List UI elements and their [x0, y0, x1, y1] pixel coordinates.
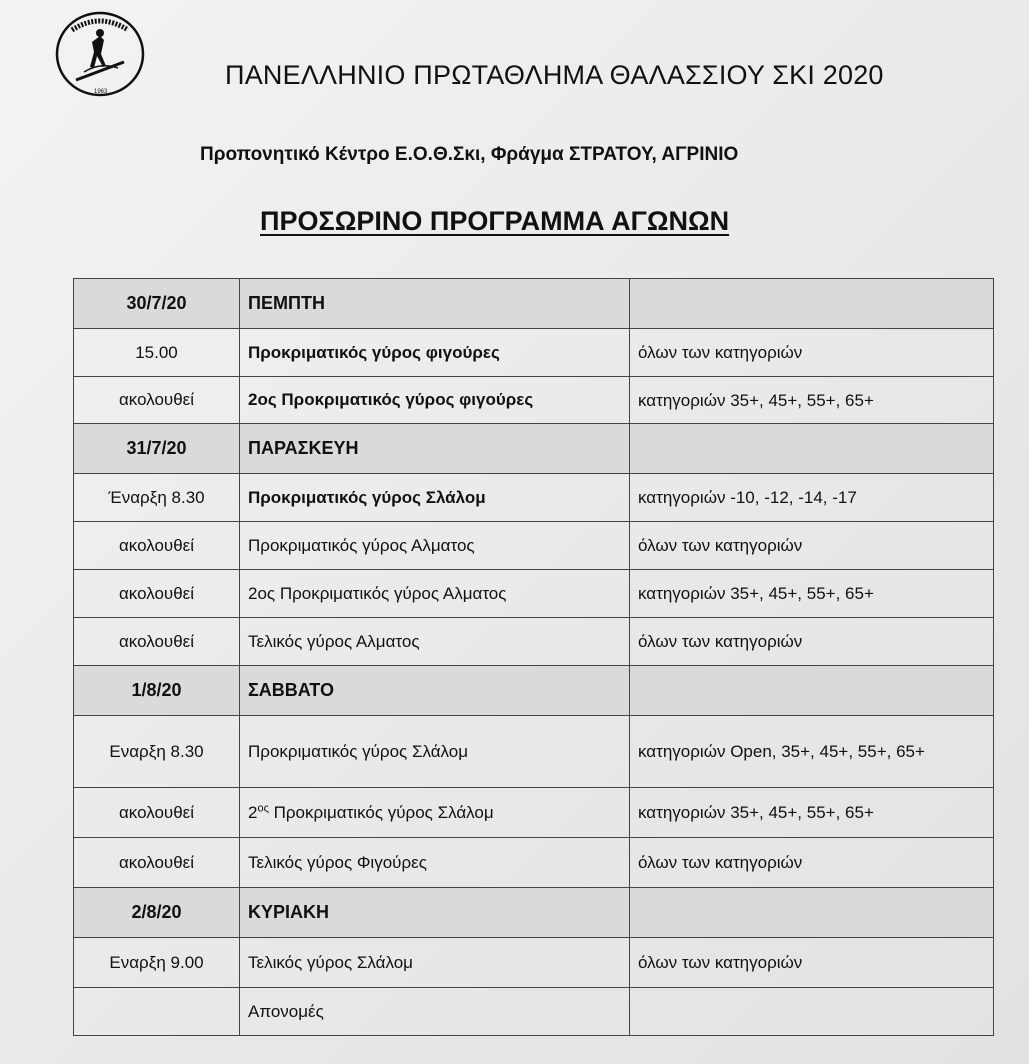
day-row: [74, 666, 994, 716]
event-name: [240, 788, 630, 838]
event-row: [74, 570, 994, 618]
day-name: ΠΕΜΠΤΗ: [240, 279, 630, 329]
event-name: Τελικός γύρος Φιγούρες: [240, 838, 630, 888]
event-time: ακολουθεί: [74, 377, 240, 424]
event-row: [74, 988, 994, 1036]
event-name: 2ος Προκριματικός γύρος φιγούρες: [240, 377, 630, 424]
event-category: όλων των κατηγοριών: [630, 618, 994, 666]
event-category: όλων των κατηγοριών: [630, 838, 994, 888]
event-name: 2ος Προκριματικός γύρος Αλματος: [240, 570, 630, 618]
day-empty-cell: [630, 279, 994, 329]
event-row: [74, 377, 994, 424]
event-time: ακολουθεί: [74, 788, 240, 838]
event-category: [630, 988, 994, 1036]
event-time: Εναρξη 8.30: [74, 716, 240, 788]
day-name: ΠΑΡΑΣΚΕΥΗ: [240, 424, 630, 474]
event-time: Έναρξη 8.30: [74, 474, 240, 522]
event-category: κατηγοριών Open, 35+, 45+, 55+, 65+: [630, 716, 994, 788]
day-date: 2/8/20: [74, 888, 240, 938]
event-category: όλων των κατηγοριών: [630, 938, 994, 988]
day-row: [74, 888, 994, 938]
event-row: [74, 474, 994, 522]
day-row: [74, 424, 994, 474]
event-name: Τελικός γύρος Αλματος: [240, 618, 630, 666]
event-time: 15.00: [74, 329, 240, 377]
event-category: όλων των κατηγοριών: [630, 522, 994, 570]
event-name: Τελικός γύρος Σλάλομ: [240, 938, 630, 988]
day-name: ΚΥΡΙΑΚΗ: [240, 888, 630, 938]
day-empty-cell: [630, 666, 994, 716]
event-time: ακολουθεί: [74, 618, 240, 666]
event-time: ακολουθεί: [74, 838, 240, 888]
page-title: ΠΑΝΕΛΛΗΝΙΟ ΠΡΩΤΑΘΛΗΜΑ ΘΑΛΑΣΣΙΟΥ ΣΚΙ 2020: [225, 60, 884, 90]
event-time: ακολουθεί: [74, 522, 240, 570]
event-name-text: Προκριματικός γύρος Σλάλομ: [268, 802, 494, 822]
event-row: [74, 788, 994, 838]
event-time: [74, 988, 240, 1036]
event-row: [74, 838, 994, 888]
day-name: ΣΑΒΒΑΤΟ: [240, 666, 630, 716]
event-category: όλων των κατηγοριών: [630, 329, 994, 377]
event-category: κατηγοριών -10, -12, -14, -17: [630, 474, 994, 522]
event-time: Εναρξη 9.00: [74, 938, 240, 988]
federation-logo: [54, 10, 146, 98]
event-name: Προκριματικός γύρος Αλματος: [240, 522, 630, 570]
day-date: 31/7/20: [74, 424, 240, 474]
venue-subtitle: Προπονητικό Κέντρο Ε.Ο.Θ.Σκι, Φράγμα ΣΤΡΑΤΟΥ, ΑΓΡΙΝΙΟ: [200, 144, 739, 165]
event-time: ακολουθεί: [74, 570, 240, 618]
event-row: [74, 522, 994, 570]
schedule-table: [73, 278, 994, 1036]
day-date: 30/7/20: [74, 279, 240, 329]
event-name: Απονομές: [240, 988, 630, 1036]
event-category: κατηγοριών 35+, 45+, 55+, 65+: [630, 570, 994, 618]
event-ordinal: 2: [248, 802, 258, 822]
event-row: [74, 329, 994, 377]
svg-text:1963: 1963: [94, 89, 108, 95]
schedule-heading: ΠΡΟΣΩΡΙΝΟ ΠΡΟΓΡΑΜΜΑ ΑΓΩΝΩΝ: [260, 206, 730, 236]
event-name: Προκριματικός γύρος φιγούρες: [240, 329, 630, 377]
event-ordinal-suffix: ος: [257, 801, 269, 814]
event-row: [74, 938, 994, 988]
day-row: [74, 279, 994, 329]
event-row: [74, 618, 994, 666]
event-category: κατηγοριών 35+, 45+, 55+, 65+: [630, 788, 994, 838]
event-name: Προκριματικός γύρος Σλάλομ: [240, 716, 630, 788]
day-date: 1/8/20: [74, 666, 240, 716]
event-name: Προκριματικός γύρος Σλάλομ: [240, 474, 630, 522]
day-empty-cell: [630, 424, 994, 474]
day-empty-cell: [630, 888, 994, 938]
event-row: [74, 716, 994, 788]
event-category: κατηγοριών 35+, 45+, 55+, 65+: [630, 377, 994, 424]
